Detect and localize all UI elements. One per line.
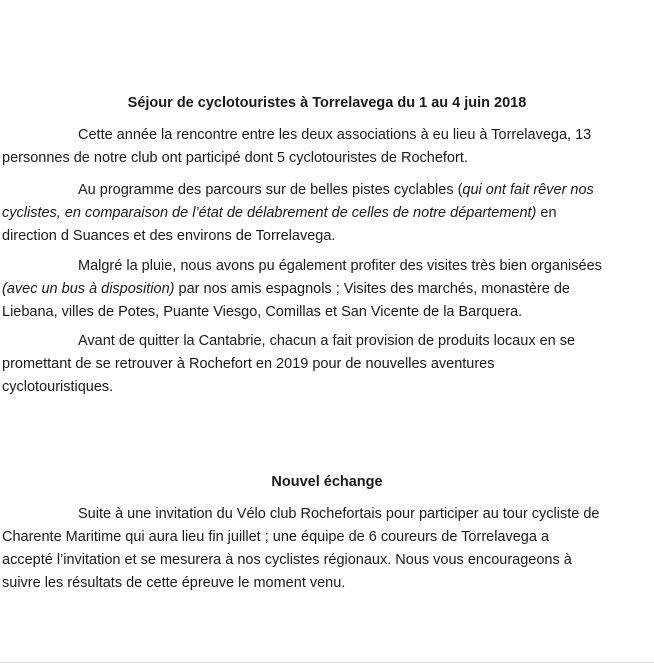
text-line: promettant de se retrouver à Rochefort en 2019 pour de nouvelles aventures — [2, 356, 495, 372]
text-line: cyclotouristiques. — [2, 379, 114, 395]
paragraph-cantabrie — [2, 330, 620, 399]
section-title-torrelavega: Séjour de cyclotouristes à Torrelavega du 1 au 4 juin 2018 — [127, 95, 527, 111]
text-line: Suite à une invitation du Vélo club Rochefortais pour participer au tour cycliste de — [78, 506, 600, 522]
section-title-nouvel-echange: Nouvel échange — [271, 474, 383, 490]
text-line: Liebana, villes de Potes, Puante Viesgo, Comillas et San Vicente de la Barquera. — [2, 304, 523, 320]
text-run: en — [536, 205, 557, 221]
text-run: par nos amis espagnols ; Visites des marchés, monastère de — [174, 281, 570, 297]
italic-run: (avec un bus à disposition) — [2, 281, 175, 297]
page-bottom-edge — [0, 662, 654, 663]
text-line: accepté l’invitation et se mesurera à nos cyclistes régionaux. Nous vous encourageons à — [2, 552, 572, 568]
text-line: Avant de quitter la Cantabrie, chacun a fait provision de produits locaux en se — [78, 333, 576, 349]
paragraph-programme — [2, 179, 620, 248]
text-run: Au programme des parcours sur de belles pistes cyclables ( — [78, 182, 463, 198]
text-line: Charente Maritime qui aura lieu fin juillet ; une équipe de 6 coureurs de Torrelavega a — [2, 529, 550, 545]
text-line — [2, 278, 620, 301]
text-line: Cette année la rencontre entre les deux associations à eu lieu à Torrelavega, 13 — [78, 127, 592, 143]
italic-run: qui ont fait rêver nos — [462, 182, 594, 198]
text-line — [2, 202, 620, 225]
text-line: personnes de notre club ont participé dont 5 cyclotouristes de Rochefort. — [2, 150, 468, 166]
paragraph-visites — [2, 255, 620, 324]
text-line: direction d Suances et des environs de Torrelavega. — [2, 228, 336, 244]
paragraph-invitation — [2, 503, 620, 595]
text-line: Malgré la pluie, nous avons pu également profiter des visites très bien organisées — [78, 258, 602, 274]
text-line — [40, 179, 620, 202]
paragraph-rencontre — [2, 124, 620, 170]
text-line: suivre les résultats de cette épreuve le moment venu. — [2, 575, 346, 591]
italic-run: cyclistes, en comparaison de l’état de délabrement de celles de notre département) — [2, 205, 537, 221]
